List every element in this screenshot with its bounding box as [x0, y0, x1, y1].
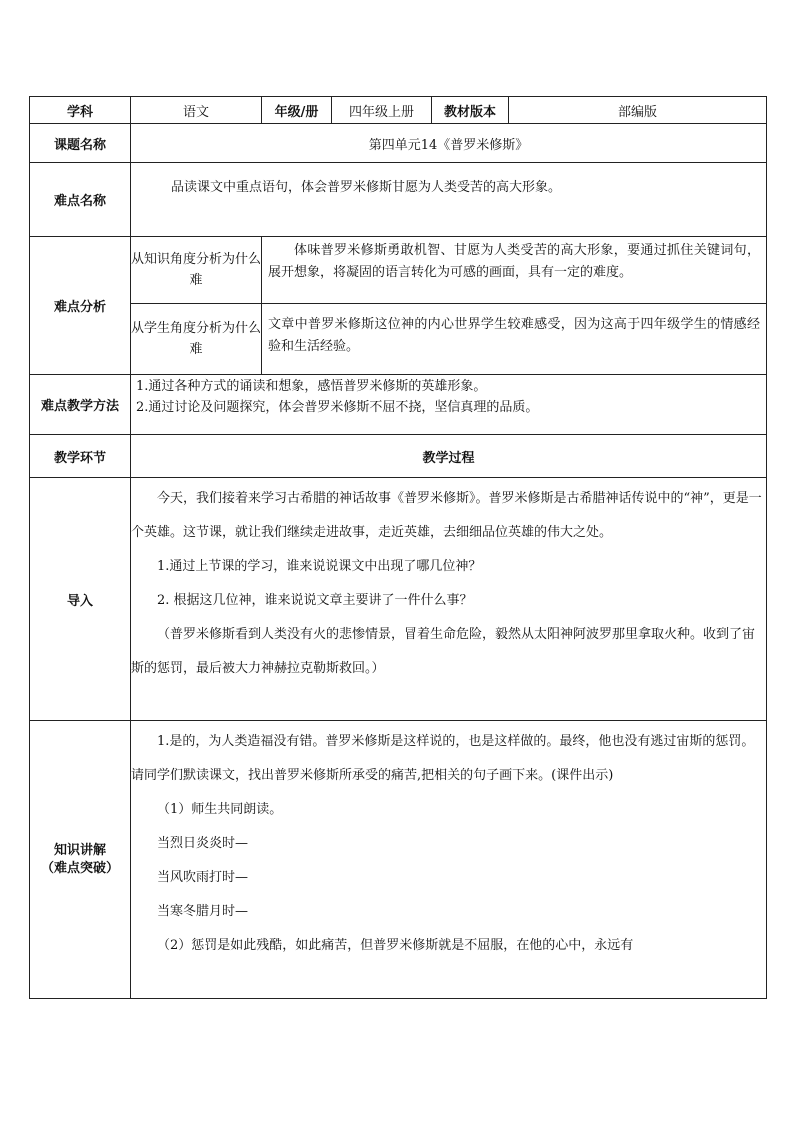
knowledge-angle-text: 体味普罗米修斯勇敢机智、甘愿为人类受苦的高大形象，要通过抓住关键词句，展开想象，将凝固的语言转化为可感的画面，具有一定的难度。 — [268, 243, 760, 280]
student-angle-text: 文章中普罗米修斯这位神的内心世界学生较难感受，因为这高于四年级学生的情感经验和生活经验。 — [268, 317, 760, 354]
difficulty-label: 难点名称 — [30, 163, 131, 237]
analysis-student-row — [30, 304, 767, 375]
edition-label: 教材版本 — [432, 97, 509, 124]
lesson-row — [30, 124, 767, 163]
intro-paragraph: 1.通过上节课的学习，谁来说说课文中出现了哪几位神？ — [157, 559, 482, 574]
analysis-knowledge-row — [30, 237, 767, 304]
knowledge-sublabel: （难点突破） — [40, 860, 119, 876]
method-label: 难点教学方法 — [30, 375, 131, 435]
method-line: 2.通过讨论及问题探究，体会普罗米修斯不屈不挠，坚信真理的品质。 — [136, 400, 539, 415]
subject-label: 学科 — [30, 97, 131, 124]
intro-paragraph: 今天，我们接着来学习古希腊的神话故事《普罗米修斯》。普罗米修斯是古希腊神话传说中的“神”，更是一个英雄。这节课，就让我们继续走进故事，走近英雄，去细细品位英雄的伟大之处。 — [131, 491, 762, 540]
intro-content — [131, 478, 767, 721]
intro-paragraph: 2. 根据这几位神，谁来说说文章主要讲了一件什么事？ — [157, 593, 473, 608]
stage-label: 教学环节 — [30, 435, 131, 478]
intro-paragraph: （普罗米修斯看到人类没有火的悲惨情景，冒着生命危险，毅然从太阳神阿波罗那里拿取火种。收到了宙斯的惩罚，最后被大力神赫拉克勒斯救回。） — [131, 627, 756, 676]
knowledge-paragraph: 当风吹雨打时— — [157, 870, 249, 885]
grade-label: 年级/册 — [262, 97, 332, 124]
knowledge-row — [30, 721, 767, 999]
knowledge-paragraph: （2）惩罚是如此残酷，如此痛苦，但普罗米修斯就是不屈服，在他的心中，永远有 — [157, 938, 634, 953]
knowledge-paragraph: 当寒冬腊月时— — [157, 904, 249, 919]
method-line: 1.通过各种方式的诵读和想象，感悟普罗米修斯的英雄形象。 — [136, 379, 487, 394]
process-header-row — [30, 435, 767, 478]
knowledge-label-cell — [30, 721, 131, 999]
intro-label: 导入 — [30, 478, 131, 721]
lesson-plan-table — [29, 96, 767, 999]
student-angle-label: 从学生角度分析为什么难 — [131, 304, 262, 375]
method-row — [30, 375, 767, 435]
difficulty-value: 品读课文中重点语句，体会普罗米修斯甘愿为人类受苦的高大形象。 — [171, 180, 562, 195]
knowledge-content — [131, 721, 767, 999]
knowledge-paragraph: 当烈日炎炎时— — [157, 836, 249, 851]
process-label: 教学过程 — [131, 435, 767, 478]
lesson-value: 第四单元14《普罗米修斯》 — [131, 124, 767, 163]
subject-value: 语文 — [131, 97, 262, 124]
intro-row — [30, 478, 767, 721]
lesson-label: 课题名称 — [30, 124, 131, 163]
knowledge-paragraph: （1）师生共同朗读。 — [157, 802, 283, 817]
knowledge-paragraph: 1.是的，为人类造福没有错。普罗米修斯是这样说的，也是这样做的。最终，他也没有逃过宙斯的惩罚。请同学们默读课文，找出普罗米修斯所承受的痛苦,把相关的句子画下来。(课件出示) — [131, 734, 755, 783]
knowledge-label: 知识讲解 — [53, 842, 106, 858]
knowledge-angle-label: 从知识角度分析为什么难 — [131, 237, 262, 304]
difficulty-row — [30, 163, 767, 237]
analysis-label: 难点分析 — [30, 237, 131, 375]
edition-value: 部编版 — [509, 97, 767, 124]
grade-value: 四年级上册 — [332, 97, 432, 124]
method-content — [131, 375, 767, 435]
header-row — [30, 97, 767, 124]
